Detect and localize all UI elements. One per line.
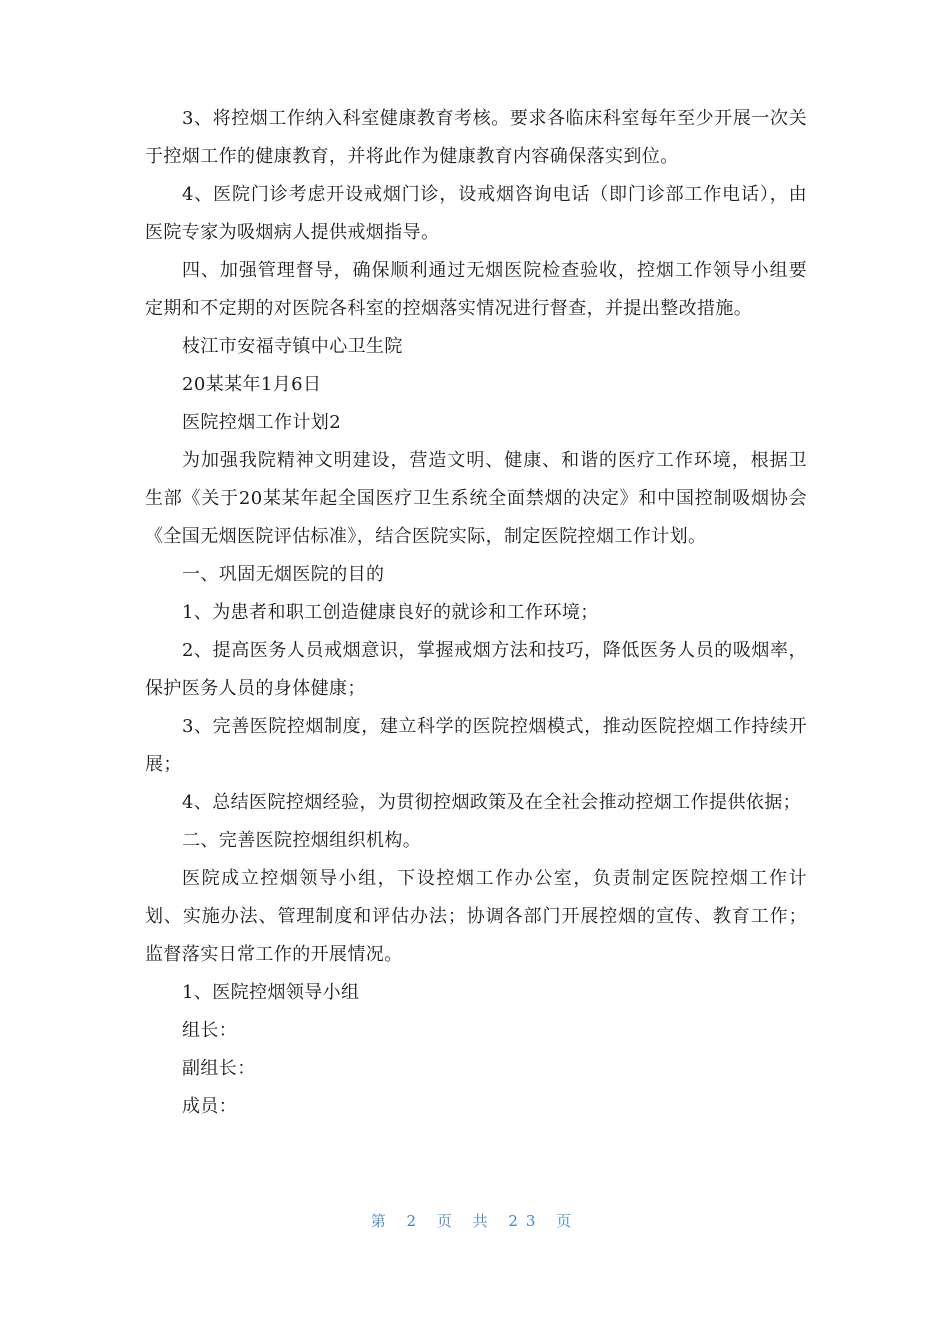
subsection-heading: 1、医院控烟领导小组 <box>182 982 360 1003</box>
role-label-leader: 组长： <box>182 1020 238 1041</box>
list-item: 1、为患者和职工创造健康良好的就诊和工作环境； <box>182 602 599 623</box>
paragraph: 医院成立控烟领导小组，下设控烟工作办公室，负责制定医院控烟工作计划、实施办法、管理制度和评估办法；协调各部门开展控烟的宣传、教育工作；监督落实日常工作的开展情况。 <box>145 868 807 965</box>
role-label-deputy: 副组长： <box>182 1058 256 1079</box>
paragraph: 为加强我院精神文明建设，营造文明、健康、和谐的医疗工作环境，根据卫生部《关于20某某年起全国医疗卫生系统全面禁烟的决定》和中国控制吸烟协会《全国无烟医院评估标准》，结合医院实际，制定医院控烟工作计划。 <box>145 450 807 547</box>
signature-organization: 枝江市安福寺镇中心卫生院 <box>182 336 403 357</box>
signature-date: 20某某年1月6日 <box>182 374 322 395</box>
document-body <box>145 100 807 1126</box>
section-title: 医院控烟工作计划2 <box>182 412 342 433</box>
list-item: 2、提高医务人员戒烟意识，掌握戒烟方法和技巧，降低医务人员的吸烟率，保护医务人员的身体健康； <box>145 640 807 699</box>
paragraph: 四、加强管理督导，确保顺利通过无烟医院检查验收，控烟工作领导小组要定期和不定期的对医院各科室的控烟落实情况进行督查，并提出整改措施。 <box>145 260 807 319</box>
section-heading: 二、完善医院控烟组织机构。 <box>182 830 422 851</box>
list-item: 4、总结医院控烟经验，为贯彻控烟政策及在全社会推动控烟工作提供依据； <box>182 792 802 813</box>
paragraph: 4、医院门诊考虑开设戒烟门诊，设戒烟咨询电话（即门诊部工作电话），由医院专家为吸烟病人提供戒烟指导。 <box>145 184 807 243</box>
list-item: 3、完善医院控烟制度，建立科学的医院控烟模式，推动医院控烟工作持续开展； <box>145 716 807 775</box>
paragraph: 3、将控烟工作纳入科室健康教育考核。要求各临床科室每年至少开展一次关于控烟工作的健康教育，并将此作为健康教育内容确保落实到位。 <box>145 108 807 167</box>
section-heading: 一、巩固无烟医院的目的 <box>182 564 385 585</box>
role-label-members: 成员： <box>182 1096 238 1117</box>
page-number-footer: 第 2 页 共 23 页 <box>370 1212 580 1230</box>
